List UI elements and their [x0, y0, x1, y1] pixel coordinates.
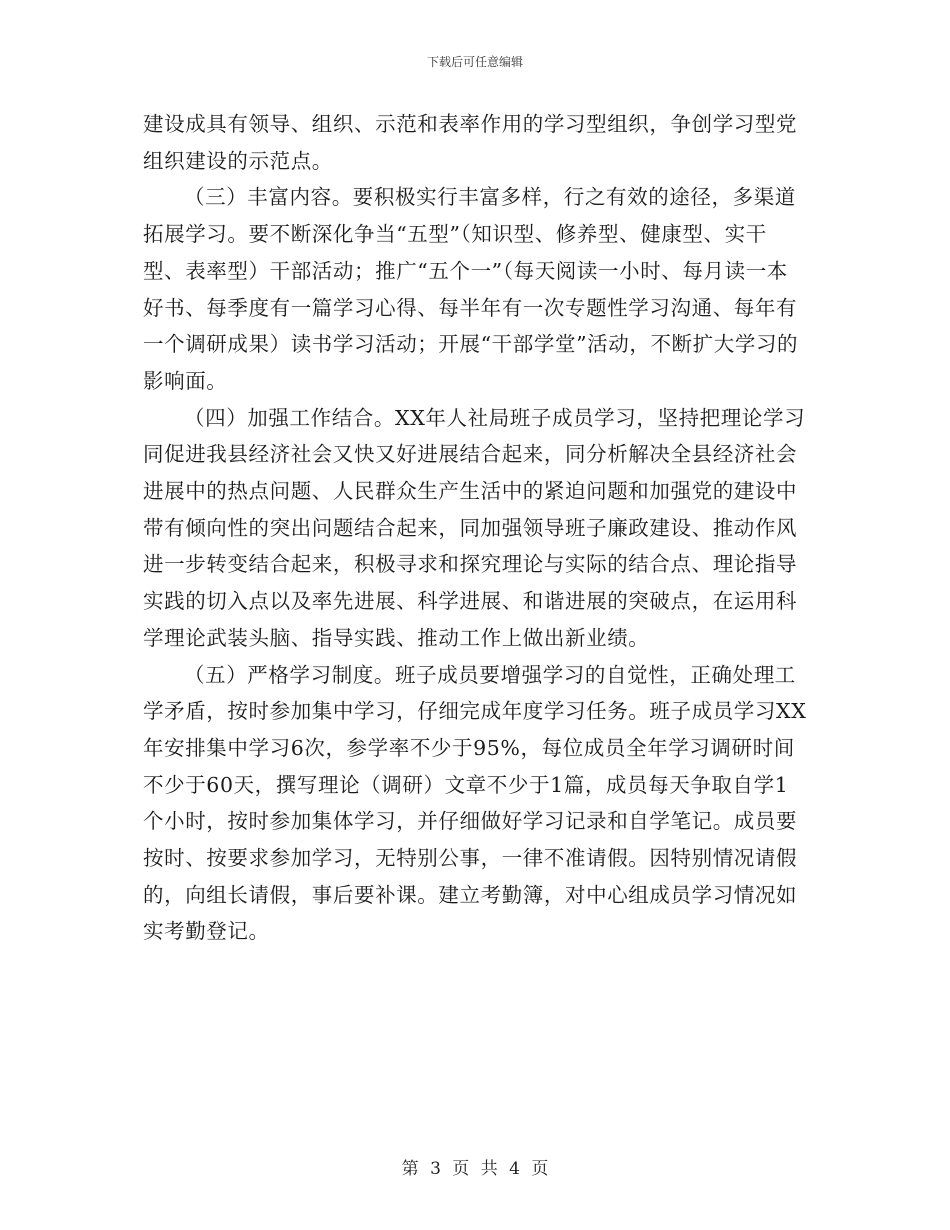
page-header-note: 下载后可任意编辑	[426, 55, 523, 69]
paragraph-work-integration: （四）加强工作结合。XX年人社局班子成员学习，坚持把理论学习同促进我县经济社会又快又好进展结合起来，同分析解决全县经济社会进展中的热点问题、人民群众生产生活中的紧迫问题和加强党的建设中带有倾向性的突出问题结合起来，同加强领导班子廉政建设、推动作风进一步转变结合起来，积极寻求和探究理论与实际的结合点、理论指导实践的切入点以及率先进展、科学进展、和谐进展的突破点，在运用科学理论武装头脑、指导实践、推动工作上做出新业绩。	[143, 405, 806, 650]
paragraph-enrich-content: （三）丰富内容。要积极实行丰富多样，行之有效的途径，多渠道拓展学习。要不断深化争当“五型”（知识型、修养型、健康型、实干型、表率型）干部活动；推广“五个一”（每天阅读一小时、每月读一本好书、每季度有一篇学习心得、每半年有一次专题性学习沟通、每年有一个调研成果）读书学习活动；开展“干部学堂”活动，不断扩大学习的影响面。	[143, 185, 799, 393]
page-number: 第 3 页 共 4 页	[401, 1159, 549, 1179]
document-body	[143, 106, 807, 950]
paragraph-study-rules: （五）严格学习制度。班子成员要增强学习的自觉性，正确处理工学矛盾，按时参加集中学习，仔细完成年度学习任务。班子成员学习XX年安排集中学习6次，参学率不少于95%，每位成员全年学习调研时间不少于60天，撰写理论（调研）文章不少于1篇，成员每天争取自学1个小时，按时参加集体学习，并仔细做好学习记录和自学笔记。成员要按时、按要求参加学习，无特别公事，一律不准请假。因特别情况请假的，向组长请假，事后要补课。建立考勤簿，对中心组成员学习情况如实考勤登记。	[143, 662, 807, 944]
paragraph-continuation: 建设成具有领导、组织、示范和表率作用的学习型组织，争创学习型党组织建设的示范点。	[143, 112, 798, 173]
